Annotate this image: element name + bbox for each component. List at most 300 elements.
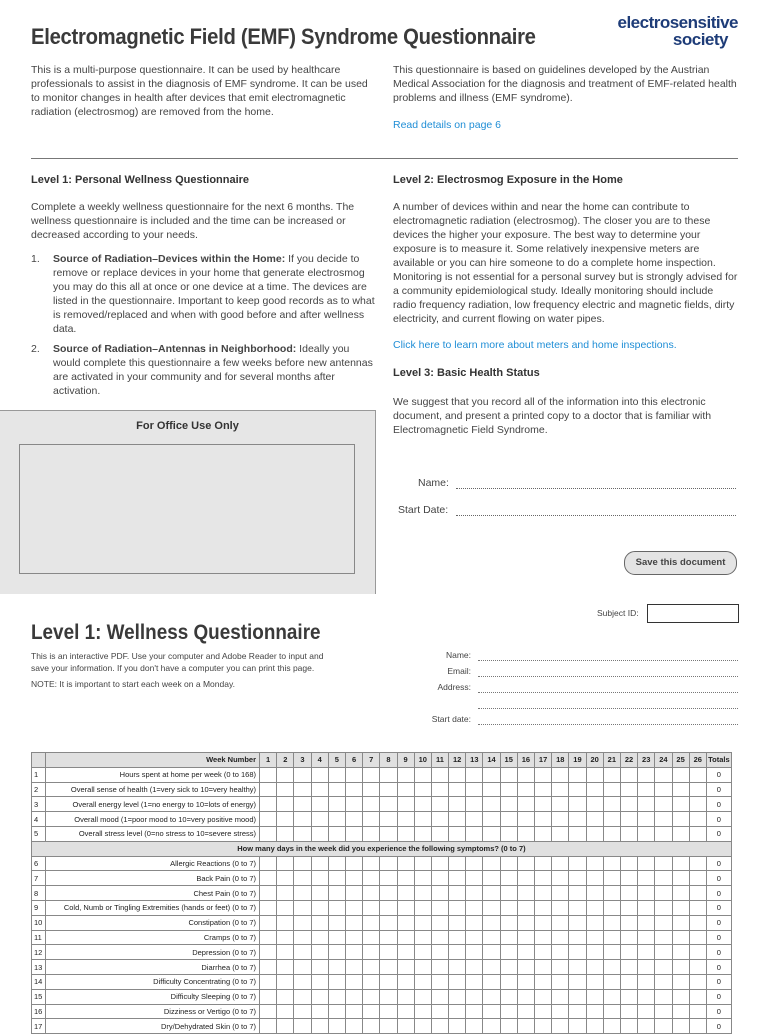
week-input-cell[interactable]	[277, 871, 294, 886]
week-input-cell[interactable]	[655, 856, 672, 871]
week-input-cell[interactable]	[569, 945, 586, 960]
week-input-cell[interactable]	[345, 782, 362, 797]
week-input-cell[interactable]	[672, 915, 689, 930]
wellness-start-field[interactable]	[478, 723, 738, 725]
week-input-cell[interactable]	[466, 945, 483, 960]
week-input-cell[interactable]	[483, 915, 500, 930]
week-input-cell[interactable]	[655, 989, 672, 1004]
week-input-cell[interactable]	[449, 782, 466, 797]
week-input-cell[interactable]	[655, 900, 672, 915]
week-input-cell[interactable]	[277, 915, 294, 930]
week-input-cell[interactable]	[363, 826, 380, 841]
week-input-cell[interactable]	[397, 930, 414, 945]
week-input-cell[interactable]	[328, 960, 345, 975]
read-details-link[interactable]: Read details on page 6	[393, 119, 501, 131]
week-input-cell[interactable]	[414, 1004, 431, 1019]
week-input-cell[interactable]	[569, 871, 586, 886]
week-input-cell[interactable]	[345, 886, 362, 901]
week-input-cell[interactable]	[552, 945, 569, 960]
week-input-cell[interactable]	[311, 1019, 328, 1034]
week-input-cell[interactable]	[535, 826, 552, 841]
week-input-cell[interactable]	[620, 797, 637, 812]
week-input-cell[interactable]	[638, 930, 655, 945]
week-input-cell[interactable]	[620, 915, 637, 930]
week-input-cell[interactable]	[345, 856, 362, 871]
week-input-cell[interactable]	[466, 960, 483, 975]
week-input-cell[interactable]	[380, 989, 397, 1004]
week-input-cell[interactable]	[483, 797, 500, 812]
week-input-cell[interactable]	[414, 930, 431, 945]
week-input-cell[interactable]	[517, 945, 534, 960]
week-input-cell[interactable]	[397, 826, 414, 841]
week-input-cell[interactable]	[449, 871, 466, 886]
week-input-cell[interactable]	[449, 974, 466, 989]
week-input-cell[interactable]	[672, 826, 689, 841]
week-input-cell[interactable]	[380, 930, 397, 945]
week-input-cell[interactable]	[689, 871, 706, 886]
week-input-cell[interactable]	[328, 767, 345, 782]
week-input-cell[interactable]	[311, 1004, 328, 1019]
week-input-cell[interactable]	[603, 767, 620, 782]
week-input-cell[interactable]	[380, 960, 397, 975]
week-input-cell[interactable]	[449, 812, 466, 827]
week-input-cell[interactable]	[689, 767, 706, 782]
week-input-cell[interactable]	[380, 1019, 397, 1034]
week-input-cell[interactable]	[586, 871, 603, 886]
week-input-cell[interactable]	[380, 856, 397, 871]
week-input-cell[interactable]	[620, 945, 637, 960]
week-input-cell[interactable]	[672, 856, 689, 871]
week-input-cell[interactable]	[311, 767, 328, 782]
week-input-cell[interactable]	[294, 915, 311, 930]
week-input-cell[interactable]	[277, 1019, 294, 1034]
week-input-cell[interactable]	[672, 1019, 689, 1034]
week-input-cell[interactable]	[552, 915, 569, 930]
week-input-cell[interactable]	[655, 930, 672, 945]
week-input-cell[interactable]	[569, 782, 586, 797]
week-input-cell[interactable]	[552, 886, 569, 901]
week-input-cell[interactable]	[345, 1019, 362, 1034]
week-input-cell[interactable]	[638, 782, 655, 797]
week-input-cell[interactable]	[466, 989, 483, 1004]
week-input-cell[interactable]	[466, 782, 483, 797]
week-input-cell[interactable]	[260, 930, 277, 945]
week-input-cell[interactable]	[483, 886, 500, 901]
week-input-cell[interactable]	[328, 797, 345, 812]
week-input-cell[interactable]	[620, 974, 637, 989]
week-input-cell[interactable]	[277, 945, 294, 960]
week-input-cell[interactable]	[500, 886, 517, 901]
week-input-cell[interactable]	[655, 767, 672, 782]
week-input-cell[interactable]	[586, 974, 603, 989]
week-input-cell[interactable]	[517, 782, 534, 797]
week-input-cell[interactable]	[414, 826, 431, 841]
week-input-cell[interactable]	[638, 797, 655, 812]
week-input-cell[interactable]	[552, 989, 569, 1004]
week-input-cell[interactable]	[414, 960, 431, 975]
week-input-cell[interactable]	[397, 974, 414, 989]
week-input-cell[interactable]	[586, 886, 603, 901]
week-input-cell[interactable]	[603, 960, 620, 975]
week-input-cell[interactable]	[569, 767, 586, 782]
week-input-cell[interactable]	[466, 930, 483, 945]
week-input-cell[interactable]	[431, 1004, 448, 1019]
week-input-cell[interactable]	[431, 900, 448, 915]
week-input-cell[interactable]	[655, 797, 672, 812]
week-input-cell[interactable]	[552, 1004, 569, 1019]
week-input-cell[interactable]	[363, 886, 380, 901]
week-input-cell[interactable]	[603, 826, 620, 841]
week-input-cell[interactable]	[260, 915, 277, 930]
week-input-cell[interactable]	[535, 1004, 552, 1019]
week-input-cell[interactable]	[294, 989, 311, 1004]
week-input-cell[interactable]	[466, 871, 483, 886]
week-input-cell[interactable]	[328, 886, 345, 901]
week-input-cell[interactable]	[535, 974, 552, 989]
week-input-cell[interactable]	[517, 886, 534, 901]
week-input-cell[interactable]	[620, 856, 637, 871]
week-input-cell[interactable]	[517, 930, 534, 945]
week-input-cell[interactable]	[277, 1004, 294, 1019]
week-input-cell[interactable]	[638, 871, 655, 886]
week-input-cell[interactable]	[552, 974, 569, 989]
week-input-cell[interactable]	[414, 767, 431, 782]
week-input-cell[interactable]	[535, 767, 552, 782]
week-input-cell[interactable]	[620, 989, 637, 1004]
week-input-cell[interactable]	[603, 1019, 620, 1034]
week-input-cell[interactable]	[552, 871, 569, 886]
week-input-cell[interactable]	[500, 1004, 517, 1019]
save-document-button[interactable]: Save this document	[624, 551, 737, 575]
week-input-cell[interactable]	[311, 915, 328, 930]
week-input-cell[interactable]	[397, 871, 414, 886]
week-input-cell[interactable]	[294, 1004, 311, 1019]
week-input-cell[interactable]	[517, 871, 534, 886]
week-input-cell[interactable]	[620, 1004, 637, 1019]
week-input-cell[interactable]	[483, 782, 500, 797]
week-input-cell[interactable]	[552, 900, 569, 915]
week-input-cell[interactable]	[294, 856, 311, 871]
week-input-cell[interactable]	[655, 1004, 672, 1019]
week-input-cell[interactable]	[260, 974, 277, 989]
week-input-cell[interactable]	[449, 989, 466, 1004]
week-input-cell[interactable]	[655, 826, 672, 841]
week-input-cell[interactable]	[689, 797, 706, 812]
week-input-cell[interactable]	[552, 960, 569, 975]
week-input-cell[interactable]	[517, 915, 534, 930]
week-input-cell[interactable]	[483, 989, 500, 1004]
week-input-cell[interactable]	[483, 900, 500, 915]
wellness-address-field-2[interactable]	[478, 707, 738, 709]
week-input-cell[interactable]	[655, 871, 672, 886]
week-input-cell[interactable]	[431, 767, 448, 782]
week-input-cell[interactable]	[345, 826, 362, 841]
week-input-cell[interactable]	[535, 915, 552, 930]
week-input-cell[interactable]	[620, 886, 637, 901]
week-input-cell[interactable]	[260, 871, 277, 886]
week-input-cell[interactable]	[517, 974, 534, 989]
week-input-cell[interactable]	[449, 900, 466, 915]
week-input-cell[interactable]	[500, 900, 517, 915]
week-input-cell[interactable]	[638, 989, 655, 1004]
week-input-cell[interactable]	[535, 1019, 552, 1034]
week-input-cell[interactable]	[500, 871, 517, 886]
week-input-cell[interactable]	[328, 856, 345, 871]
week-input-cell[interactable]	[586, 1019, 603, 1034]
week-input-cell[interactable]	[449, 1019, 466, 1034]
subject-id-input[interactable]	[647, 604, 739, 623]
week-input-cell[interactable]	[294, 960, 311, 975]
week-input-cell[interactable]	[449, 1004, 466, 1019]
week-input-cell[interactable]	[449, 930, 466, 945]
week-input-cell[interactable]	[345, 945, 362, 960]
week-input-cell[interactable]	[431, 871, 448, 886]
week-input-cell[interactable]	[638, 960, 655, 975]
week-input-cell[interactable]	[431, 974, 448, 989]
week-input-cell[interactable]	[535, 856, 552, 871]
week-input-cell[interactable]	[638, 812, 655, 827]
week-input-cell[interactable]	[569, 826, 586, 841]
week-input-cell[interactable]	[620, 1019, 637, 1034]
office-use-box[interactable]	[19, 444, 355, 574]
week-input-cell[interactable]	[535, 871, 552, 886]
week-input-cell[interactable]	[672, 974, 689, 989]
week-input-cell[interactable]	[328, 930, 345, 945]
week-input-cell[interactable]	[414, 812, 431, 827]
wellness-name-field[interactable]	[478, 659, 738, 661]
week-input-cell[interactable]	[620, 871, 637, 886]
week-input-cell[interactable]	[345, 900, 362, 915]
week-input-cell[interactable]	[603, 886, 620, 901]
week-input-cell[interactable]	[363, 871, 380, 886]
week-input-cell[interactable]	[414, 974, 431, 989]
week-input-cell[interactable]	[414, 782, 431, 797]
week-input-cell[interactable]	[638, 886, 655, 901]
week-input-cell[interactable]	[380, 974, 397, 989]
week-input-cell[interactable]	[277, 767, 294, 782]
week-input-cell[interactable]	[620, 782, 637, 797]
week-input-cell[interactable]	[535, 930, 552, 945]
week-input-cell[interactable]	[535, 886, 552, 901]
start-date-field[interactable]	[456, 514, 736, 516]
week-input-cell[interactable]	[603, 989, 620, 1004]
week-input-cell[interactable]	[294, 826, 311, 841]
week-input-cell[interactable]	[655, 1019, 672, 1034]
week-input-cell[interactable]	[345, 930, 362, 945]
week-input-cell[interactable]	[552, 1019, 569, 1034]
week-input-cell[interactable]	[500, 856, 517, 871]
week-input-cell[interactable]	[535, 900, 552, 915]
week-input-cell[interactable]	[586, 767, 603, 782]
week-input-cell[interactable]	[689, 812, 706, 827]
week-input-cell[interactable]	[466, 812, 483, 827]
week-input-cell[interactable]	[260, 782, 277, 797]
week-input-cell[interactable]	[500, 782, 517, 797]
week-input-cell[interactable]	[311, 812, 328, 827]
week-input-cell[interactable]	[638, 856, 655, 871]
week-input-cell[interactable]	[363, 812, 380, 827]
week-input-cell[interactable]	[449, 767, 466, 782]
week-input-cell[interactable]	[466, 1004, 483, 1019]
week-input-cell[interactable]	[397, 900, 414, 915]
week-input-cell[interactable]	[620, 930, 637, 945]
week-input-cell[interactable]	[311, 797, 328, 812]
week-input-cell[interactable]	[569, 797, 586, 812]
week-input-cell[interactable]	[363, 960, 380, 975]
week-input-cell[interactable]	[500, 797, 517, 812]
week-input-cell[interactable]	[466, 900, 483, 915]
week-input-cell[interactable]	[569, 974, 586, 989]
week-input-cell[interactable]	[260, 1019, 277, 1034]
week-input-cell[interactable]	[603, 812, 620, 827]
week-input-cell[interactable]	[586, 900, 603, 915]
week-input-cell[interactable]	[569, 930, 586, 945]
week-input-cell[interactable]	[620, 900, 637, 915]
week-input-cell[interactable]	[535, 812, 552, 827]
week-input-cell[interactable]	[363, 767, 380, 782]
week-input-cell[interactable]	[363, 989, 380, 1004]
week-input-cell[interactable]	[277, 974, 294, 989]
week-input-cell[interactable]	[260, 960, 277, 975]
week-input-cell[interactable]	[689, 1004, 706, 1019]
week-input-cell[interactable]	[431, 1019, 448, 1034]
week-input-cell[interactable]	[380, 812, 397, 827]
week-input-cell[interactable]	[586, 945, 603, 960]
week-input-cell[interactable]	[380, 900, 397, 915]
week-input-cell[interactable]	[414, 797, 431, 812]
week-input-cell[interactable]	[535, 989, 552, 1004]
week-input-cell[interactable]	[449, 886, 466, 901]
week-input-cell[interactable]	[672, 871, 689, 886]
week-input-cell[interactable]	[431, 886, 448, 901]
week-input-cell[interactable]	[483, 812, 500, 827]
week-input-cell[interactable]	[414, 915, 431, 930]
week-input-cell[interactable]	[431, 989, 448, 1004]
week-input-cell[interactable]	[380, 1004, 397, 1019]
week-input-cell[interactable]	[260, 826, 277, 841]
meters-inspections-link[interactable]: Click here to learn more about meters and home inspections.	[393, 339, 677, 351]
week-input-cell[interactable]	[328, 812, 345, 827]
week-input-cell[interactable]	[638, 945, 655, 960]
week-input-cell[interactable]	[260, 1004, 277, 1019]
week-input-cell[interactable]	[380, 945, 397, 960]
week-input-cell[interactable]	[535, 797, 552, 812]
week-input-cell[interactable]	[620, 960, 637, 975]
week-input-cell[interactable]	[569, 886, 586, 901]
week-input-cell[interactable]	[277, 930, 294, 945]
week-input-cell[interactable]	[655, 945, 672, 960]
week-input-cell[interactable]	[328, 974, 345, 989]
week-input-cell[interactable]	[620, 812, 637, 827]
week-input-cell[interactable]	[586, 812, 603, 827]
week-input-cell[interactable]	[638, 900, 655, 915]
week-input-cell[interactable]	[689, 930, 706, 945]
week-input-cell[interactable]	[294, 782, 311, 797]
week-input-cell[interactable]	[260, 767, 277, 782]
week-input-cell[interactable]	[620, 826, 637, 841]
week-input-cell[interactable]	[328, 826, 345, 841]
week-input-cell[interactable]	[397, 812, 414, 827]
week-input-cell[interactable]	[603, 915, 620, 930]
week-input-cell[interactable]	[655, 782, 672, 797]
week-input-cell[interactable]	[569, 915, 586, 930]
week-input-cell[interactable]	[586, 1004, 603, 1019]
week-input-cell[interactable]	[431, 960, 448, 975]
week-input-cell[interactable]	[311, 974, 328, 989]
week-input-cell[interactable]	[363, 945, 380, 960]
week-input-cell[interactable]	[483, 974, 500, 989]
week-input-cell[interactable]	[260, 812, 277, 827]
week-input-cell[interactable]	[311, 871, 328, 886]
week-input-cell[interactable]	[672, 1004, 689, 1019]
week-input-cell[interactable]	[517, 1019, 534, 1034]
week-input-cell[interactable]	[603, 900, 620, 915]
week-input-cell[interactable]	[672, 989, 689, 1004]
week-input-cell[interactable]	[638, 767, 655, 782]
week-input-cell[interactable]	[517, 960, 534, 975]
week-input-cell[interactable]	[414, 871, 431, 886]
week-input-cell[interactable]	[603, 945, 620, 960]
week-input-cell[interactable]	[363, 1004, 380, 1019]
week-input-cell[interactable]	[586, 797, 603, 812]
week-input-cell[interactable]	[466, 886, 483, 901]
week-input-cell[interactable]	[277, 826, 294, 841]
week-input-cell[interactable]	[397, 989, 414, 1004]
week-input-cell[interactable]	[689, 826, 706, 841]
week-input-cell[interactable]	[603, 782, 620, 797]
week-input-cell[interactable]	[380, 767, 397, 782]
week-input-cell[interactable]	[380, 826, 397, 841]
week-input-cell[interactable]	[311, 856, 328, 871]
week-input-cell[interactable]	[500, 930, 517, 945]
week-input-cell[interactable]	[552, 930, 569, 945]
week-input-cell[interactable]	[483, 960, 500, 975]
week-input-cell[interactable]	[449, 915, 466, 930]
week-input-cell[interactable]	[535, 960, 552, 975]
week-input-cell[interactable]	[586, 930, 603, 945]
week-input-cell[interactable]	[397, 1004, 414, 1019]
week-input-cell[interactable]	[380, 915, 397, 930]
week-input-cell[interactable]	[517, 1004, 534, 1019]
week-input-cell[interactable]	[449, 856, 466, 871]
week-input-cell[interactable]	[517, 812, 534, 827]
week-input-cell[interactable]	[655, 960, 672, 975]
week-input-cell[interactable]	[397, 1019, 414, 1034]
week-input-cell[interactable]	[363, 797, 380, 812]
week-input-cell[interactable]	[260, 989, 277, 1004]
week-input-cell[interactable]	[586, 826, 603, 841]
week-input-cell[interactable]	[363, 930, 380, 945]
week-input-cell[interactable]	[397, 886, 414, 901]
week-input-cell[interactable]	[638, 1019, 655, 1034]
name-field[interactable]	[456, 487, 736, 489]
week-input-cell[interactable]	[569, 960, 586, 975]
week-input-cell[interactable]	[414, 945, 431, 960]
week-input-cell[interactable]	[586, 782, 603, 797]
week-input-cell[interactable]	[689, 900, 706, 915]
week-input-cell[interactable]	[552, 826, 569, 841]
week-input-cell[interactable]	[414, 886, 431, 901]
week-input-cell[interactable]	[328, 989, 345, 1004]
week-input-cell[interactable]	[483, 826, 500, 841]
week-input-cell[interactable]	[655, 886, 672, 901]
week-input-cell[interactable]	[397, 782, 414, 797]
week-input-cell[interactable]	[517, 767, 534, 782]
week-input-cell[interactable]	[277, 989, 294, 1004]
week-input-cell[interactable]	[311, 782, 328, 797]
week-input-cell[interactable]	[672, 960, 689, 975]
week-input-cell[interactable]	[689, 782, 706, 797]
